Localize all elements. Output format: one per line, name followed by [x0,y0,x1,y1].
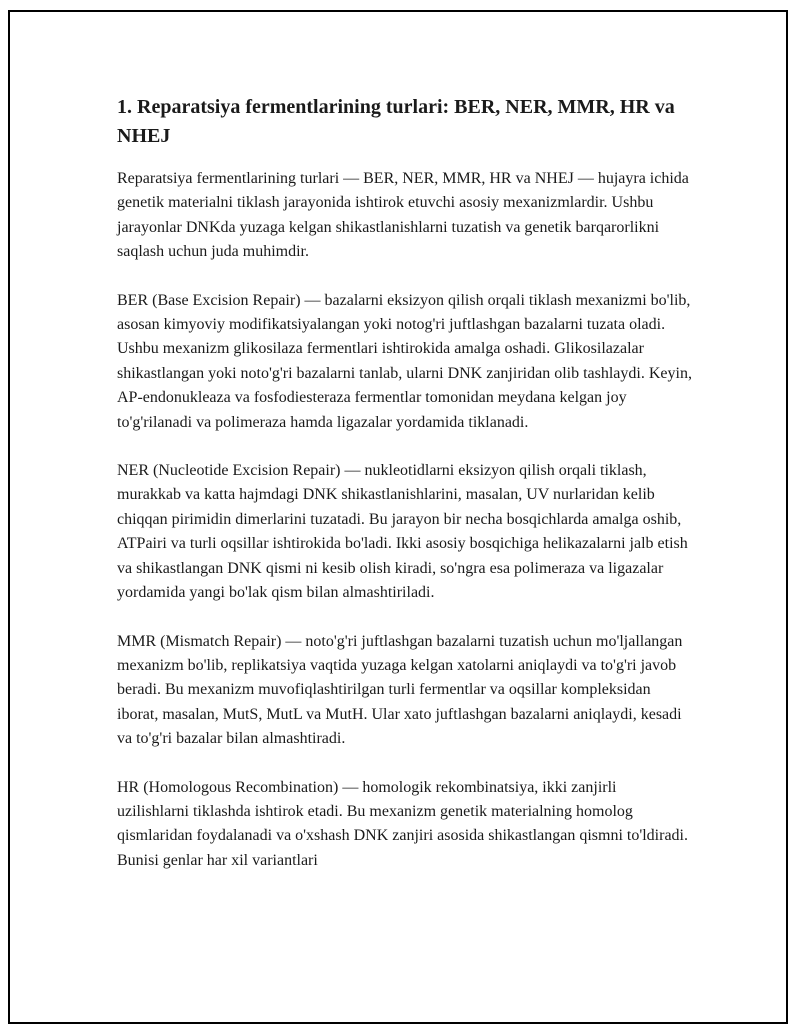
section-heading: 1. Reparatsiya fermentlarining turlari: BER, NER, MMR, HR va NHEJ [117,96,675,147]
paragraph-ber: BER (Base Excision Repair) — bazalarni eksizyon qilish orqali tiklash mexanizmi bo'lib, asosan kimyoviy modifikatsiyalangan yoki notog'ri juftlashgan bazalarni tuzata oladi. Ushbu mexanizm glikosilaza fermentlari ishtirokida amalga oshadi. Glikosilazalar shikastlangan yoki noto'g'ri bazalarni tanlab, ularni DNK zanjiridan olib tashlaydi. Keyin, AP-endonukleaza va fosfodiesteraza fermentlar tomonidan meydana kelgan joy to'g'rilanadi va polimeraza hamda ligazalar yordamida tiklanadi. [117,291,692,431]
paragraph-intro: Reparatsiya fermentlarining turlari — BER, NER, MMR, HR va NHEJ — hujayra ichida genetik materialni tiklash jarayonida ishtirok etuvchi asosiy mexanizmlardir. Ushbu jarayonlar DNKda yuzaga kelgan shikastlanishlarni tuzatish va genetik barqarorlikni saqlash uchun juda muhimdir. [117,170,689,261]
paragraph-mmr: MMR (Mismatch Repair) — noto'g'ri juftlashgan bazalarni tuzatish uchun mo'ljallangan mexanizm bo'lib, replikatsiya vaqtida yuzaga kelgan xatolarni aniqlaydi va to'g'ri javob beradi. Bu mexanizm muvofiqlashtirilgan turli fermentlar va oqsillar kompleksidan iborat, masalan, MutS, MutL va MutH. Ular xato juftlashgan bazalarni aniqlaydi, kesadi va to'g'ri bazalar bilan almashtiradi. [117,632,683,748]
document-body [117,93,692,897]
paragraph-ner: NER (Nucleotide Excision Repair) — nukleotidlarni eksizyon qilish orqali tiklash, murakkab va katta hajmdagi DNK shikastlanishlarini, masalan, UV nurlaridan kelib chiqqan pirimidin dimerlarini tuzatadi. Bu jarayon bir necha bosqichlarda amalga oshib, ATPairi va turli oqsillar ishtirokida bo'ladi. Ikki asosiy bosqichiga helikazalarni jalb etish va shikastlangan DNK qismi ni kesib olish kiradi, so'ngra esa polimeraza va ligazalar yordamida yangi bo'lak qism bilan almashtiriladi. [117,462,688,602]
paragraph-hr: HR (Homologous Recombination) — homologik rekombinatsiya, ikki zanjirli uzilishlarni tiklashda ishtirok etadi. Bu mexanizm genetik materialning homolog qismlaridan foydalanadi va o'xshash DNK zanjiri asosida shikastlangan qismni to'ldiradi. Bunisi genlar har xil variantlari [117,778,688,869]
